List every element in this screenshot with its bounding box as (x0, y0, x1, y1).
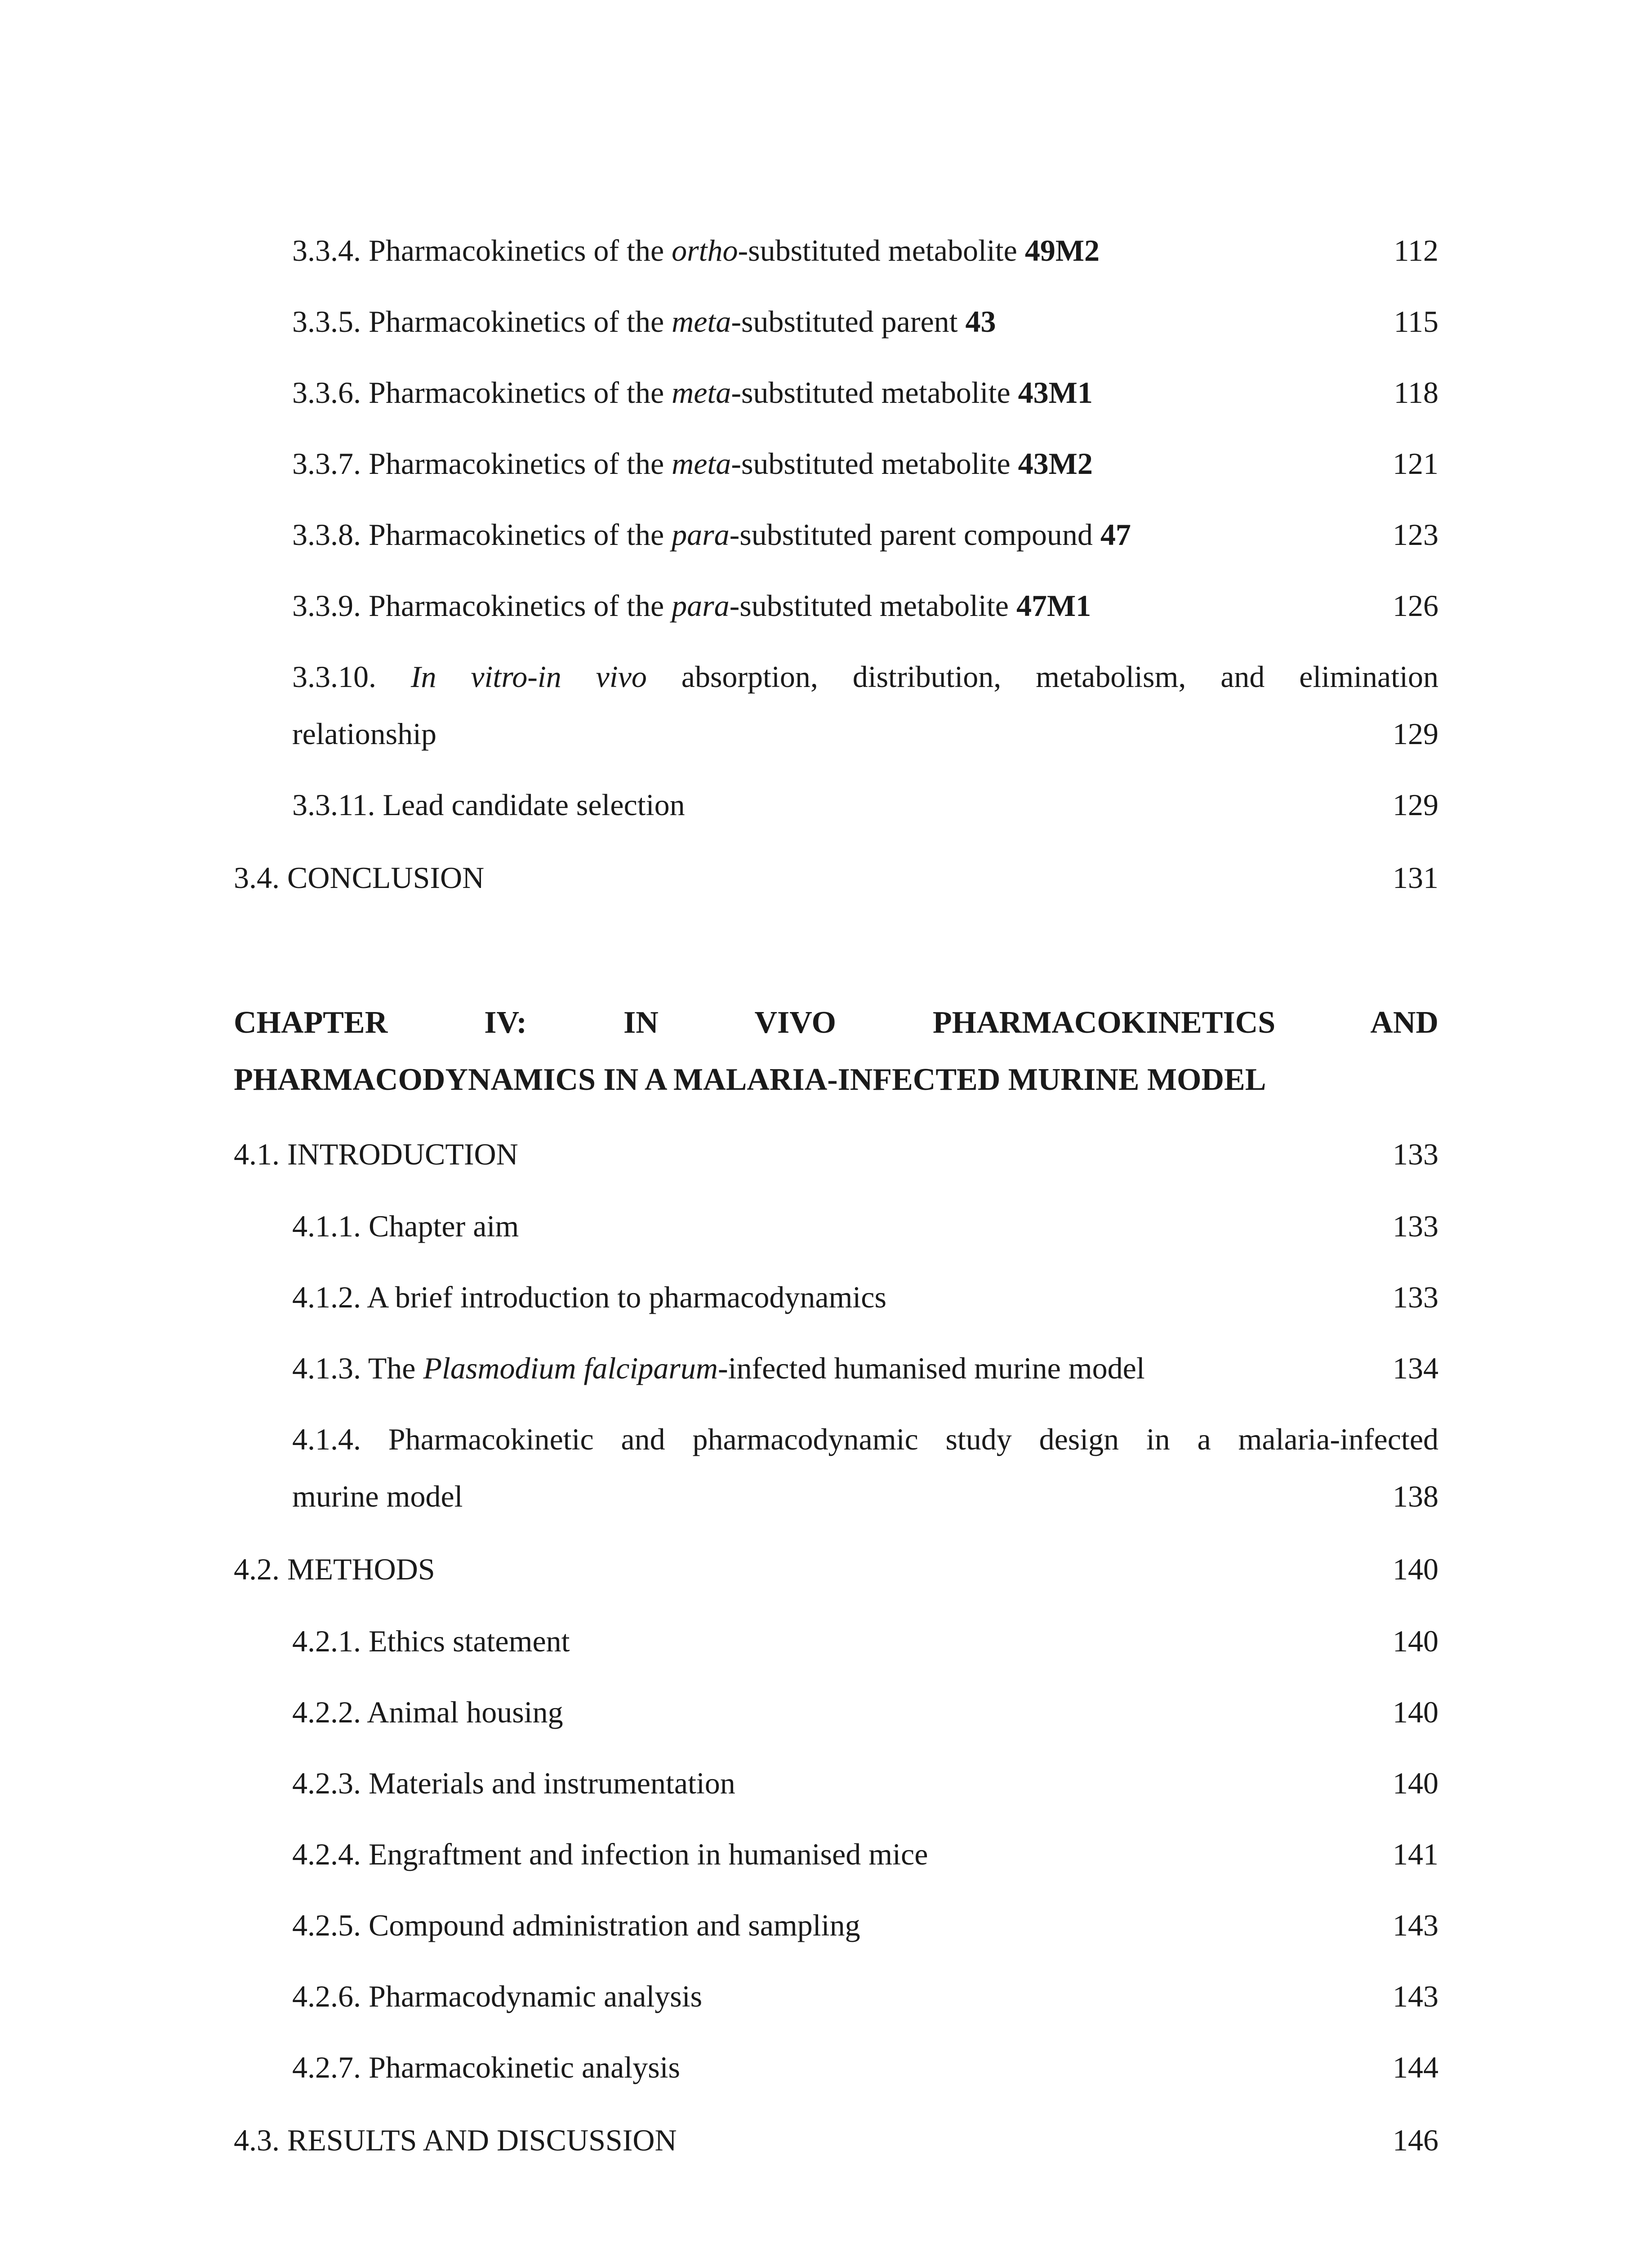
toc-page-number: 133 (1393, 1137, 1438, 1171)
toc-entry-4-1 (234, 1132, 1438, 1177)
toc-entry-title: 4.2.4. Engraftment and infection in humanised mice (292, 1837, 928, 1871)
toc-entry-title: 4.2.2. Animal housing (292, 1695, 563, 1729)
toc-entry-4-2 (234, 1547, 1438, 1592)
toc-entry-title: 4.2.5. Compound administration and sampling (292, 1908, 860, 1942)
toc-page-number: 144 (1393, 2050, 1438, 2084)
chapter-heading-line2: PHARMACODYNAMICS IN A MALARIA-INFECTED MURINE MODEL (234, 1062, 1266, 1097)
toc-entry-title: 4.2. METHODS (234, 1552, 435, 1586)
toc-page-number: 143 (1393, 1908, 1438, 1942)
toc-page-number: 126 (1393, 589, 1438, 623)
toc-entry-3-3-7 (292, 441, 1438, 486)
toc-page-number: 123 (1393, 517, 1438, 552)
toc-page-number: 140 (1393, 1766, 1438, 1800)
toc-entry-3-3-4 (292, 228, 1438, 273)
toc-entry-title: 3.3.8. Pharmacokinetics of the para-substituted parent compound 47 (292, 517, 1131, 552)
toc-page-number: 115 (1394, 304, 1438, 339)
toc-entry-4-1-3 (292, 1346, 1438, 1391)
toc-entry-title: 4.2.7. Pharmacokinetic analysis (292, 2050, 681, 2084)
toc-entry-4-2-6 (292, 1974, 1438, 2019)
toc-entry-3-3-6 (292, 370, 1438, 415)
toc-page-number: 131 (1393, 861, 1438, 895)
toc-entry-4-2-7 (292, 2045, 1438, 2090)
toc-page-number: 141 (1393, 1837, 1438, 1871)
toc-page-number: 129 (1393, 788, 1438, 822)
toc-page-number: 140 (1393, 1624, 1438, 1658)
toc-entry-title: 4.2.3. Materials and instrumentation (292, 1766, 735, 1800)
toc-entry-3-3-8 (292, 512, 1438, 557)
toc-entry-title: relationship (292, 717, 437, 751)
toc-entry-3-3-11 (292, 782, 1438, 827)
toc-entry-4-2-3 (292, 1761, 1438, 1806)
toc-entry-3-3-10-line1: 3.3.10. In vitro-in vivo absorption, distribution, metabolism, and elimination (292, 660, 1439, 694)
chapter-heading-line1: CHAPTER IV: IN VIVO PHARMACOKINETICS AND (234, 1005, 1438, 1040)
toc-page-number: 133 (1393, 1280, 1438, 1314)
toc-page-number: 140 (1393, 1695, 1438, 1729)
toc-page-number: 146 (1393, 2123, 1438, 2157)
toc-entry-4-1-1 (292, 1204, 1438, 1249)
toc-page-number: 138 (1393, 1479, 1438, 1513)
toc-page-number: 140 (1393, 1552, 1438, 1586)
toc-entry-title: 3.3.5. Pharmacokinetics of the meta-substituted parent 43 (292, 304, 996, 339)
toc-entry-4-2-4 (292, 1832, 1438, 1877)
toc-entry-4-1-4-line1: 4.1.4. Pharmacokinetic and pharmacodynamic study design in a malaria-infected (292, 1422, 1438, 1456)
toc-entry-title: 3.3.4. Pharmacokinetics of the ortho-substituted metabolite 49M2 (292, 233, 1100, 268)
toc-entry-title: 4.1.3. The Plasmodium falciparum-infected humanised murine model (292, 1351, 1145, 1385)
toc-entry-title: 4.1.1. Chapter aim (292, 1209, 519, 1243)
toc-entry-3-3-5 (292, 299, 1438, 344)
toc-entry-3-3-9 (292, 583, 1438, 628)
toc-entry-3-4 (234, 855, 1438, 900)
toc-entry-4-2-2 (292, 1690, 1438, 1735)
toc-page-number: 121 (1393, 446, 1438, 481)
toc-entry-4-2-5 (292, 1903, 1438, 1948)
toc-entry-title: 4.1.2. A brief introduction to pharmacodynamics (292, 1280, 886, 1314)
toc-entry-4-1-2 (292, 1275, 1438, 1320)
toc-entry-4-1-4-line2 (292, 1474, 1438, 1519)
toc-entry-4-2-1 (292, 1619, 1438, 1664)
toc-entry-title: murine model (292, 1479, 463, 1513)
toc-page-number: 143 (1393, 1979, 1438, 2013)
toc-entry-title: 3.3.6. Pharmacokinetics of the meta-substituted metabolite 43M1 (292, 375, 1093, 410)
toc-entry-4-3 (234, 2118, 1438, 2163)
toc-page-number: 133 (1393, 1209, 1438, 1243)
toc-entry-title: 3.3.9. Pharmacokinetics of the para-substituted metabolite 47M1 (292, 589, 1091, 623)
toc-page-number: 118 (1394, 375, 1438, 410)
toc-page-number: 129 (1393, 717, 1438, 751)
toc-page-number: 134 (1393, 1351, 1438, 1385)
toc-page-number: 112 (1394, 233, 1438, 268)
toc-entry-title: 3.4. CONCLUSION (234, 861, 485, 895)
toc-entry-title: 4.3. RESULTS AND DISCUSSION (234, 2123, 677, 2157)
toc-entry-3-3-10-line2 (292, 711, 1438, 756)
toc-entry-title: 3.3.11. Lead candidate selection (292, 788, 685, 822)
toc-entry-title: 4.2.6. Pharmacodynamic analysis (292, 1979, 703, 2013)
toc-entry-title: 3.3.7. Pharmacokinetics of the meta-substituted metabolite 43M2 (292, 446, 1093, 481)
toc-entry-title: 4.2.1. Ethics statement (292, 1624, 570, 1658)
toc-entry-title: 4.1. INTRODUCTION (234, 1137, 518, 1171)
